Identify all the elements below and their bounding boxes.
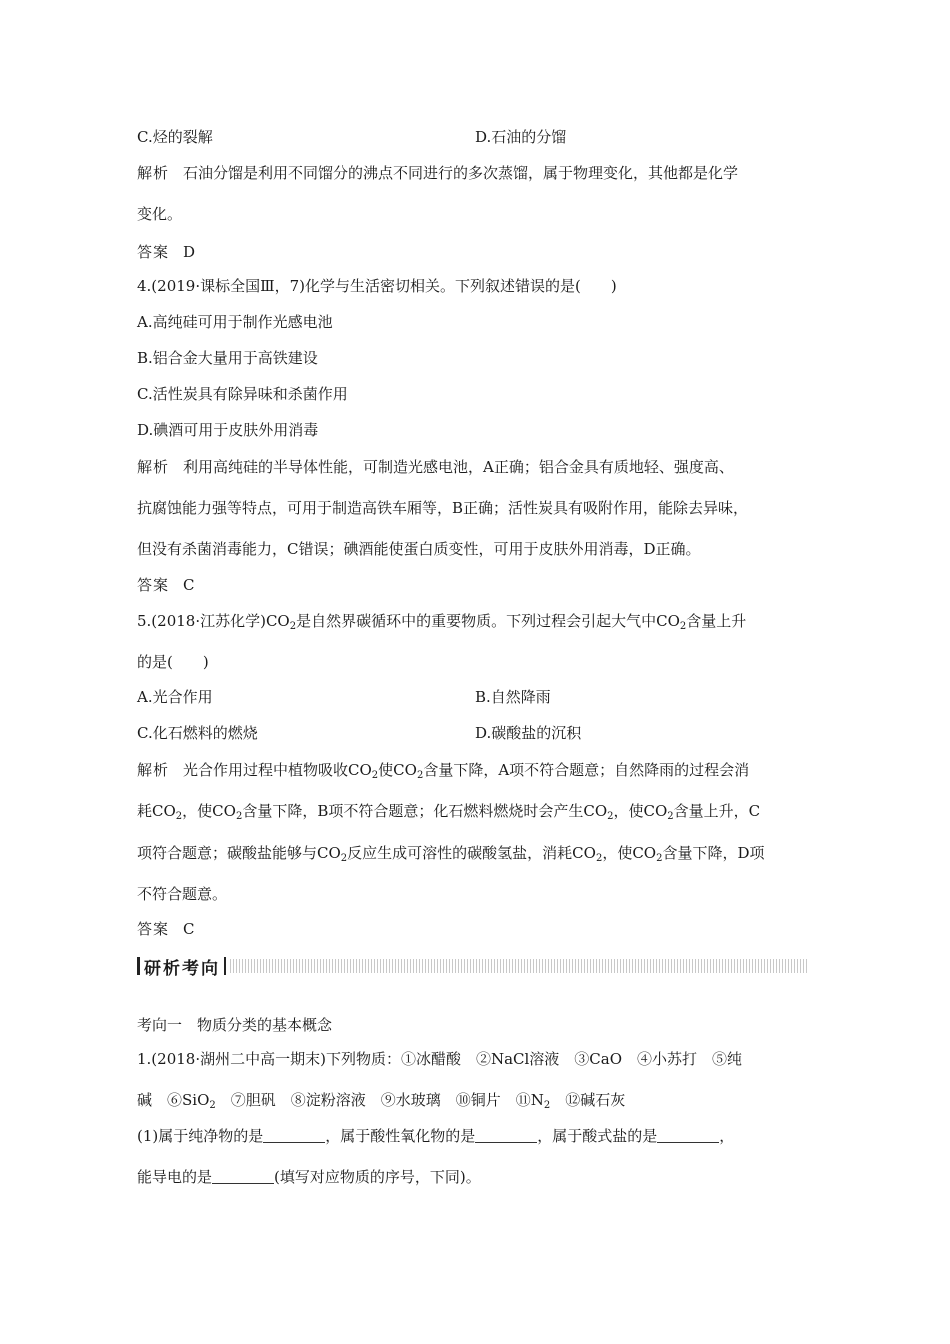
answer-label: 答案 (137, 243, 170, 261)
d1-q1-part1: (1)属于纯净物的是 ，属于酸性氧化物的是 ，属于酸式盐的是 ， (137, 1127, 735, 1145)
answer-value: D (183, 243, 196, 261)
answer-blank[interactable] (657, 1128, 719, 1143)
section-header (137, 955, 807, 977)
q5-analysis-line4: 不符合题意。 (137, 885, 228, 903)
section-bar-right (224, 957, 226, 975)
q3-answer (137, 241, 195, 263)
q5-option-b: B.自然降雨 (475, 688, 551, 706)
answer-blank[interactable] (263, 1128, 325, 1143)
q4-analysis-line3: 但没有杀菌消毒能力，C错误；碘酒能使蛋白质变性，可用于皮肤外用消毒，D正确。 (137, 540, 701, 558)
direction-heading: 考向一 物质分类的基本概念 (137, 1016, 333, 1034)
q4-option-d: D.碘酒可用于皮肤外用消毒 (137, 421, 319, 439)
section-hatch (230, 959, 807, 973)
q4-analysis (137, 456, 734, 478)
answer-value: C (183, 920, 195, 938)
section-title: 研析考向 (144, 958, 220, 979)
q5-analysis: 解析 光合作用过程中植物吸收$CO_2$使$CO_2$含量下降，A项不符合题意；自然降雨的过程会消 (137, 761, 750, 781)
section-bar-left (137, 957, 140, 975)
answer-blank[interactable] (475, 1128, 537, 1143)
q4-stem: 4.(2019·课标全国Ⅲ，7)化学与生活密切相关。下列叙述错误的是( ) (137, 277, 617, 295)
q3-analysis (137, 162, 738, 184)
analysis-text: 石油分馏是利用不同馏分的沸点不同进行的多次蒸馏，属于物理变化，其他都是化学 (183, 164, 739, 182)
q4-option-b: B.铝合金大量用于高铁建设 (137, 349, 318, 367)
q4-option-c: C.活性炭具有除异味和杀菌作用 (137, 385, 348, 403)
answer-label: 答案 (137, 576, 170, 594)
d1-q1-part1-cont: 能导电的是 (填写对应物质的序号，下同)。 (137, 1168, 481, 1186)
q3-option-c: C.烃的裂解 (137, 128, 213, 146)
q5-option-c: C.化石燃料的燃烧 (137, 724, 258, 742)
q5-analysis-line2: 耗$CO_2$，使$CO_2$含量下降，B项不符合题意；化石燃料燃烧时会产生$CO_2$，使$CO_2$含量上升，C (137, 802, 761, 822)
q4-analysis-line2: 抗腐蚀能力强等特点，可用于制造高铁车厢等，B正确；活性炭具有吸附作用，能除去异味， (137, 499, 749, 517)
analysis-label: 解析 (137, 761, 170, 779)
d1-q1-stem: 1.(2018·湖州二中高一期末)下列物质：①冰醋酸 ②NaCl溶液 ③CaO ④小苏打 ⑤纯 (137, 1050, 743, 1068)
answer-label: 答案 (137, 920, 170, 938)
q5-option-d: D.碳酸盐的沉积 (475, 724, 582, 742)
q5-answer (137, 918, 195, 940)
analysis-text: 利用高纯硅的半导体性能，可制造光感电池，A正确；铝合金具有质地轻、强度高、 (183, 458, 734, 476)
q5-analysis-line3: 项符合题意；碳酸盐能够与$CO_2$反应生成可溶性的碳酸氢盐，消耗$CO_2$，使$CO_2$含量下降，D项 (137, 844, 765, 864)
q3-option-d: D.石油的分馏 (475, 128, 567, 146)
q4-answer (137, 574, 195, 596)
answer-blank[interactable] (212, 1169, 274, 1184)
analysis-label: 解析 (137, 458, 170, 476)
answer-value: C (183, 576, 195, 594)
q5-stem: 5.(2018·江苏化学)$CO_2$是自然界碳循环中的重要物质。下列过程会引起大气中$CO_2$含量上升 (137, 612, 747, 632)
q3-analysis-cont: 变化。 (137, 205, 183, 223)
d1-q1-stem-cont: 碱 ⑥SiO$_2$ ⑦胆矾 ⑧淀粉溶液 ⑨水玻璃 ⑩铜片 $⑪N_2$ ⑫碱石灰 (137, 1091, 626, 1111)
q5-stem-cont: 的是( ) (137, 653, 209, 671)
q4-option-a: A.高纯硅可用于制作光感电池 (137, 313, 333, 331)
analysis-label: 解析 (137, 164, 170, 182)
q5-option-a: A.光合作用 (137, 688, 213, 706)
